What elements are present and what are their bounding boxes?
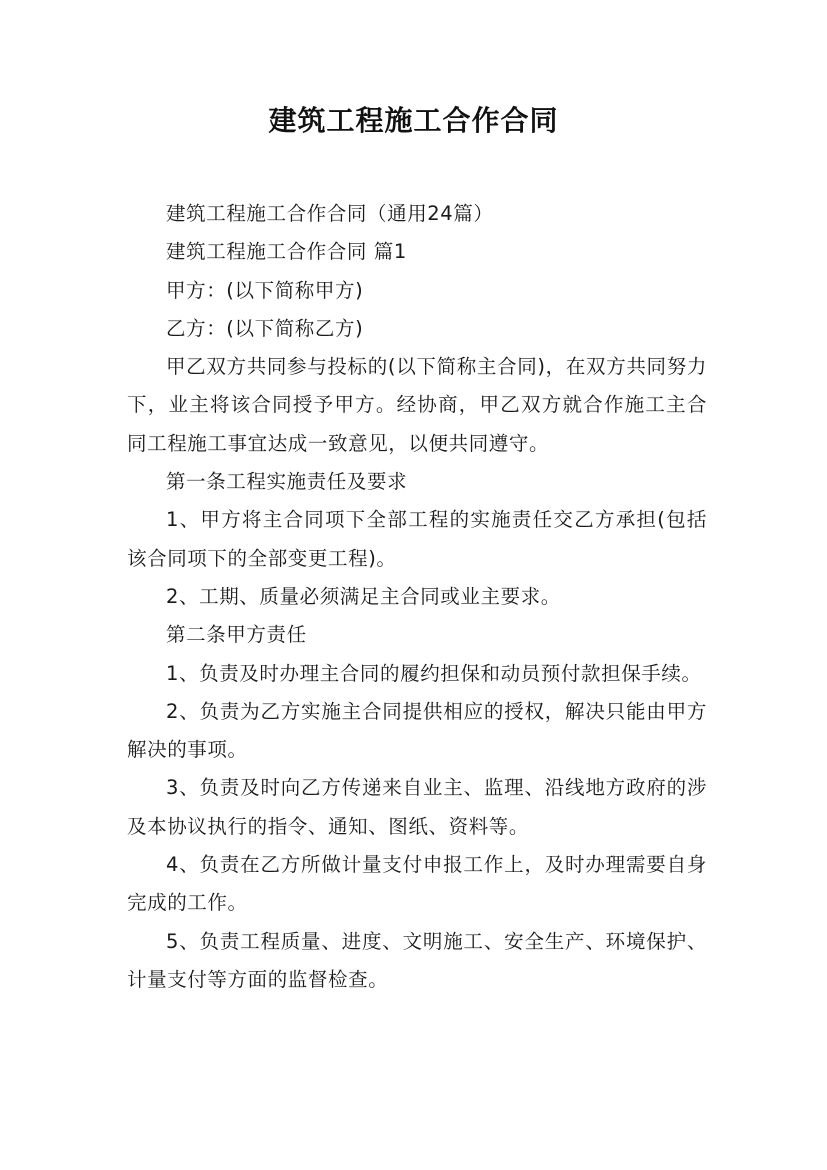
paragraph-article-1-item-1: 1、甲方将主合同项下全部工程的实施责任交乙方承担(包括该合同项下的全部变更工程)。 (127, 508, 707, 570)
paragraph-article-1-item-2: 2、工期、质量必须满足主合同或业主要求。 (166, 584, 561, 608)
paragraph-article-2-heading: 第二条甲方责任 (166, 623, 307, 647)
paragraph-article-2-item-2: 2、负责为乙方实施主合同提供相应的授权，解决只能由甲方解决的事项。 (127, 699, 707, 762)
paragraph-article-2-item-4: 4、负责在乙方所做计量支付申报工作上，及时办理需要自身完成的工作。 (127, 853, 707, 915)
paragraph-article-1-heading: 第一条工程实施责任及要求 (166, 470, 408, 494)
document-body (127, 195, 707, 999)
document-title: 建筑工程施工合作合同 (268, 104, 559, 137)
paragraph-section-heading: 建筑工程施工合作合同 篇1 (166, 240, 407, 264)
paragraph-party-b: 乙方：(以下简称乙方) (166, 316, 364, 340)
paragraph-article-2-item-3: 3、负责及时向乙方传递来自业主、监理、沿线地方政府的涉及本协议执行的指令、通知、图纸、资料等。 (127, 776, 707, 838)
paragraph-party-a: 甲方：(以下简称甲方) (166, 278, 364, 302)
paragraph-article-2-item-1: 1、负责及时办理主合同的履约担保和动员预付款担保手续。 (166, 661, 702, 685)
paragraph-preamble: 甲乙双方共同参与投标的(以下简称主合同)，在双方共同努力下，业主将该合同授予甲方。经协商，甲乙双方就合作施工主合同工程施工事宜达成一致意见，以便共同遵守。 (127, 355, 707, 455)
paragraph-article-2-item-5: 5、负责工程质量、进度、文明施工、安全生产、环境保护、计量支付等方面的监督检查。 (127, 929, 707, 991)
paragraph-collection-title: 建筑工程施工合作合同（通用24篇） (166, 202, 494, 225)
